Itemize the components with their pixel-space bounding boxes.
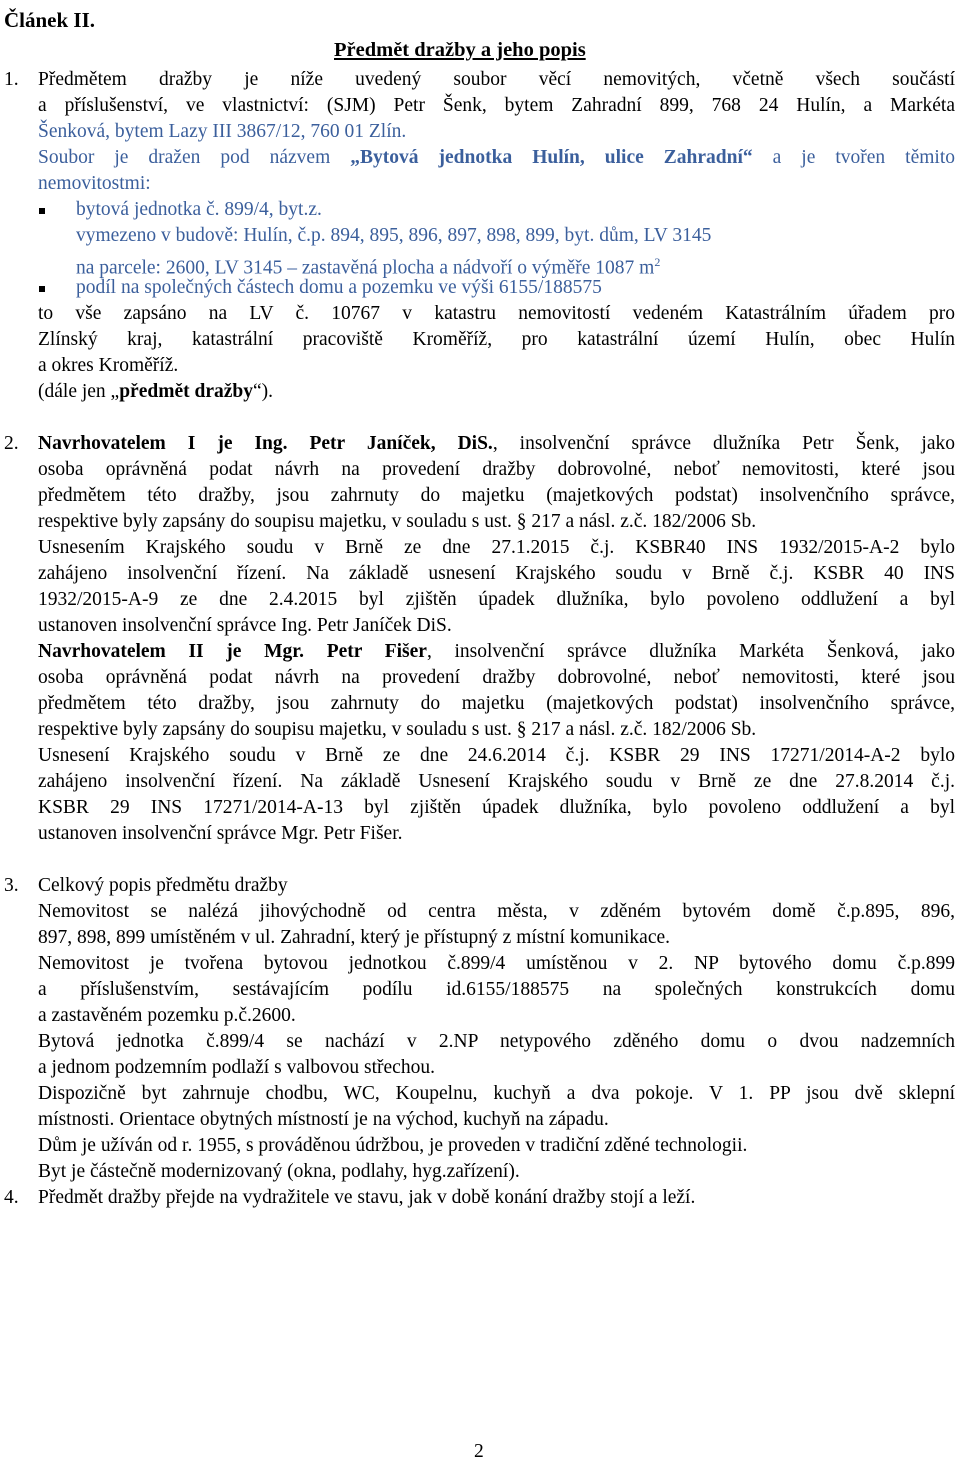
section-2-line: zahájeno insolvenční řízení. Na základě usnesení Krajského soudu v Brně č.j. KSBR 40 INS xyxy=(38,563,955,584)
section-4-number: 4. xyxy=(4,1187,19,1208)
section-3-line: Dispozičně byt zahrnuje chodbu, WC, Koupelnu, kuchyň a dva pokoje. V 1. PP jsou dvě sklepní xyxy=(38,1083,955,1104)
section-3-line: a zastavěném pozemku p.č.2600. xyxy=(38,1005,296,1026)
navrhovatel-2-text: , insolvenční správce dlužníka Markéta Šenková, jako xyxy=(426,641,955,662)
section-2-line: předmětem této dražby, jsou zahrnuty do majetku (majetkových podstat) insolvenčního správce, xyxy=(38,693,955,714)
definition-term: předmět dražby xyxy=(119,381,253,402)
bullet-item-1: bytová jednotka č. 899/4, byt.z. xyxy=(76,199,322,220)
section-3-line: a jednom podzemním podlaží s valbovou střechou. xyxy=(38,1057,435,1078)
soubor-text-c: a je tvořen těmito xyxy=(752,147,955,168)
section-1-line: a okres Kroměříž. xyxy=(38,355,179,376)
section-1-line: Zlínský kraj, katastrální pracoviště Kroměříž, pro katastrální území Hulín, obec Hulín xyxy=(38,329,955,350)
navrhovatel-2-name: Navrhovatelem II je Mgr. Petr Fišer xyxy=(38,641,427,662)
section-1-line: Šenková, bytem Lazy III 3867/12, 760 01 Zlín. xyxy=(38,121,407,142)
section-1-line: to vše zapsáno na LV č. 10767 v katastru nemovitostí vedeném Katastrálním úřadem pro xyxy=(38,303,955,324)
article-subtitle: Předmět dražby a jeho popis xyxy=(334,39,586,61)
navrhovatel-1-name: Navrhovatelem I je Ing. Petr Janíček, DiS. xyxy=(38,433,493,454)
section-3-line: Dům je užíván od r. 1955, s prováděnou údržbou, je proveden v tradiční zděné technologii. xyxy=(38,1135,748,1156)
section-3-line: a příslušenstvím, sestávajícím podílu id.6155/188575 na společných konstrukcích domu xyxy=(38,979,955,1000)
section-2-line: ustanoven insolvenční správce Mgr. Petr Fišer. xyxy=(38,823,403,844)
navrhovatel-1-text: , insolvenční správce dlužníka Petr Šenk, jako xyxy=(492,433,955,454)
section-3-number: 3. xyxy=(4,875,19,896)
parcel-text: na parcele: 2600, LV 3145 – zastavěná plocha a nádvoří o výměře 1087 m xyxy=(76,257,655,279)
bullet-icon xyxy=(39,286,45,292)
definition-close: “). xyxy=(252,381,274,402)
section-2-line: zahájeno insolvenční řízení. Na základě Usnesení Krajského soudu v Brně ze dne 27.8.2014 č.j. xyxy=(38,771,955,792)
section-2-line: Usnesením Krajského soudu v Brně ze dne 27.1.2015 č.j. KSBR40 INS 1932/2015-A-2 bylo xyxy=(38,537,955,558)
soubor-line xyxy=(38,146,955,170)
section-4-text: Předmět dražby přejde na vydražitele ve stavu, jak v době konání dražby stojí a leží. xyxy=(38,1187,696,1208)
section-2-line: 1932/2015-A-9 ze dne 2.4.2015 byl zjištěn úpadek dlužníka, bylo povoleno oddlužení a byl xyxy=(38,589,955,610)
section-3-line: místnosti. Orientace obytných místností je na východ, kuchyň na západu. xyxy=(38,1109,609,1130)
section-3-line: Byt je částečně modernizovaný (okna, podlahy, hyg.zařízení). xyxy=(38,1161,520,1182)
page-number: 2 xyxy=(474,1441,484,1462)
section-3-line: Nemovitost se nalézá jihovýchodně od centra města, v zděném bytovém domě č.p.895, 896, xyxy=(38,901,955,922)
section-2-line: KSBR 29 INS 17271/2014-A-13 byl zjištěn úpadek dlužníka, bylo povoleno oddlužení a byl xyxy=(38,797,955,818)
section-1-line: Předmětem dražby je níže uvedený soubor věcí nemovitých, včetně všech součástí xyxy=(38,69,955,90)
section-2-line: osoba oprávněná podat návrh na provedení dražby dobrovolné, neboť nemovitosti, které jsou xyxy=(38,667,955,688)
section-2-line: osoba oprávněná podat návrh na provedení dražby dobrovolné, neboť nemovitosti, které jsou xyxy=(38,459,955,480)
article-heading: Článek II. xyxy=(4,8,96,32)
section-2-line: respektive byly zapsány do soupisu majetku, v souladu s ust. § 217 a násl. z.č. 182/2006 Sb. xyxy=(38,511,757,532)
section-3-line: Bytová jednotka č.899/4 se nachází v 2.NP netypového zděného domu o dvou nadzemních xyxy=(38,1031,955,1052)
bullet-item-2: podíl na společných částech domu a pozemku ve výši 6155/188575 xyxy=(76,277,602,298)
section-2-line: Usnesení Krajského soudu v Brně ze dne 24.6.2014 č.j. KSBR 29 INS 17271/2014-A-2 bylo xyxy=(38,745,955,766)
definition-open: (dále jen „ xyxy=(38,381,120,402)
section-2-line: ustanoven insolvenční správce Ing. Petr Janíček DiS. xyxy=(38,615,452,636)
section-3-line: 897, 898, 899 umístěném v ul. Zahradní, který je přístupný z místní komunikace. xyxy=(38,927,671,948)
section-1-number: 1. xyxy=(4,69,19,90)
bullet-item-1-line: vymezeno v budově: Hulín, č.p. 894, 895, 896, 897, 898, 899, byt. dům, LV 3145 xyxy=(76,225,712,246)
section-1-line: a příslušenství, ve vlastnictví: (SJM) Petr Šenk, bytem Zahradní 899, 768 24 Hulín, a Markéta xyxy=(38,95,955,116)
soubor-text-a: Soubor je dražen pod názvem xyxy=(38,147,351,168)
section-3-line: Nemovitost je tvořena bytovou jednotkou č.899/4 umístěnou v 2. NP bytového domu č.p.899 xyxy=(38,953,955,974)
bullet-icon xyxy=(39,208,45,214)
section-2-line: předmětem této dražby, jsou zahrnuty do majetku (majetkových podstat) insolvenčního správce, xyxy=(38,485,955,506)
navrhovatel-2-line xyxy=(38,640,955,664)
section-1-line: nemovitostmi: xyxy=(38,173,151,194)
section-3-title: Celkový popis předmětu dražby xyxy=(38,875,288,896)
soubor-name: „Bytová jednotka Hulín, ulice Zahradní“ xyxy=(350,147,753,168)
navrhovatel-1-line xyxy=(38,432,955,456)
area-unit-superscript: 2 xyxy=(654,255,661,269)
definition-line xyxy=(38,380,273,404)
section-2-line: respektive byly zapsány do soupisu majetku, v souladu s ust. § 217 a násl. z.č. 182/2006 Sb. xyxy=(38,719,757,740)
section-2-number: 2. xyxy=(4,433,19,454)
